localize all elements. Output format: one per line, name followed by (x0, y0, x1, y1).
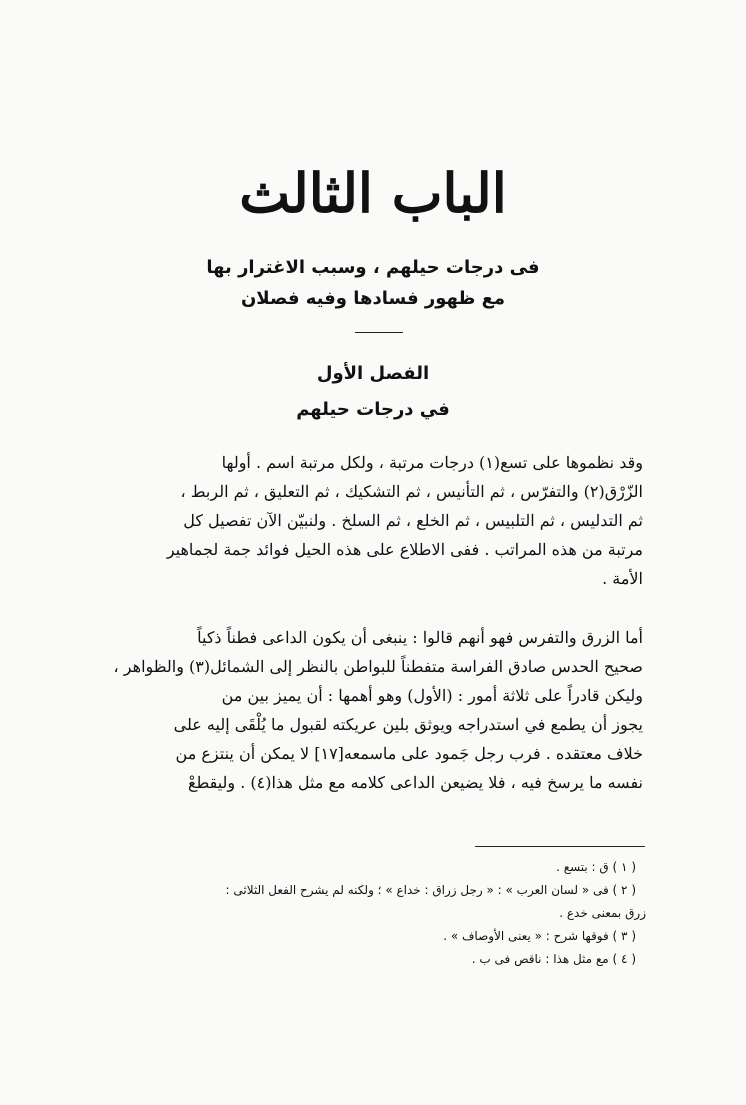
section-heading-line: الفصل الأول (316, 363, 430, 384)
paragraph-zarq (103, 623, 643, 797)
text-line: وليكن قادراً على ثلاثة أمور : (الأول) وهو أهمها : أن يميز بين من (221, 686, 643, 705)
footnote: ( ٢ ) فى « لسان العرب » : « رجل زراق : خداع » ؛ ولكنه لم يشرح الفعل الثلاثى : (225, 883, 636, 897)
footnote: ( ٤ ) مع مثل هذا : ناقص فى ب . (471, 952, 636, 966)
chapter-subtitle-line: فى درجات حيلهم ، وسبب الاغترار بها (206, 257, 540, 278)
footnote-continuation: زرق بمعنى خدع . (559, 906, 646, 920)
text-line: مرتبة من هذه المراتب . ففى الاطلاع على هذه الحيل فوائد جمة لجماهير (166, 540, 643, 559)
chapter-title: الباب الثالث (239, 161, 507, 225)
text-line: نفسه ما يرسخ فيه ، فلا يضيعن الداعى كلامه مع مثل هذا(٤) . وليقطعْ (187, 773, 643, 792)
text-line: ثم التدليس ، ثم التلبيس ، ثم الخلع ، ثم السلخ . ولنبيّن الآن تفصيل كل (183, 511, 643, 530)
title-divider (355, 332, 403, 333)
footnotes (101, 856, 646, 971)
text-line: الزّرْق(٢) والتفرّس ، ثم التأنيس ، ثم التشكيك ، ثم التعليق ، ثم الربط ، (180, 482, 643, 501)
footnote: ( ٣ ) فوقها شرح : « يعنى الأوصاف » . (443, 929, 636, 943)
text-line: خلاف معتقده . فرب رجل جَمود على ماسمعه[١٧] لا يمكن أن ينتزع من (175, 744, 643, 763)
section-heading (0, 356, 746, 428)
text-line: وقد نظموها على تسع(١) درجات مرتبة ، ولكل مرتبة اسم . أولها (221, 453, 643, 472)
text-line: أما الزرق والتفرس فهو أنهم قالوا : ينبغى أن يكون الداعى فطناً ذكياً (197, 628, 643, 647)
text-line: صحيح الحدس صادق الفراسة متفطناً للبواطن بالنظر إلى الشمائل(٣) والظواهر ، (113, 657, 643, 676)
paragraph-intro (103, 448, 643, 593)
footnote: ( ١ ) ق : بتسع . (556, 860, 636, 874)
section-heading-line: في درجات حيلهم (296, 399, 450, 420)
text-line: الأمة . (602, 569, 643, 588)
chapter-subtitle-line: مع ظهور فسادها وفيه فصلان (240, 288, 506, 309)
text-line: يجوز أن يطمع في استدراجه ويوثق بلين عريكته لقبول ما يُلْقَى إليه على (173, 715, 643, 734)
footnote-rule (475, 846, 645, 847)
chapter-subtitle (0, 252, 746, 314)
